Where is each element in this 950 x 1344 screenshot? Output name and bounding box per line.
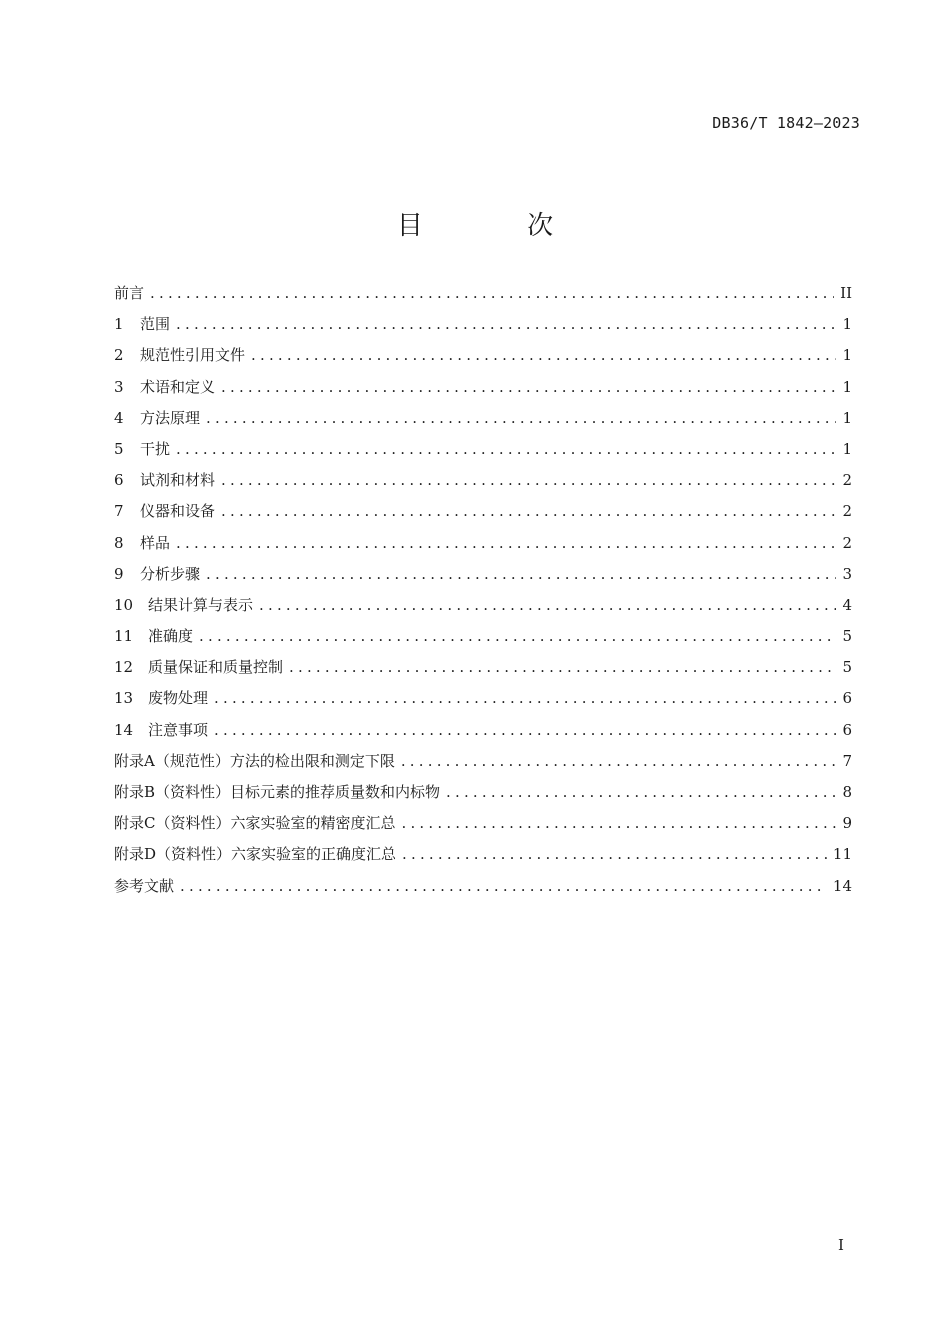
toc-entry-appendix-b[interactable] bbox=[114, 781, 852, 812]
toc-label: 注意事项 bbox=[148, 720, 209, 739]
toc-entry-1[interactable] bbox=[114, 313, 852, 344]
toc-page: II bbox=[840, 284, 852, 302]
toc-leader-dots bbox=[259, 596, 836, 614]
toc-label: 质量保证和质量控制 bbox=[148, 658, 284, 677]
toc-number: 6 bbox=[114, 471, 124, 490]
toc-page: 3 bbox=[842, 564, 852, 583]
toc-page: 7 bbox=[842, 751, 852, 770]
toc-label: 附录C（资料性）六家实验室的精密度汇总 bbox=[114, 814, 396, 833]
toc-entry-appendix-c[interactable] bbox=[114, 812, 852, 843]
toc-label: 方法原理 bbox=[140, 408, 201, 427]
toc-number: 3 bbox=[114, 377, 124, 396]
toc-page: 2 bbox=[842, 533, 852, 552]
toc-label: 准确度 bbox=[148, 627, 194, 646]
toc-entry-7[interactable] bbox=[114, 500, 852, 531]
toc-leader-dots bbox=[221, 502, 836, 520]
toc-label: 范围 bbox=[140, 315, 171, 334]
toc-leader-dots bbox=[214, 721, 836, 739]
toc-number: 2 bbox=[114, 346, 124, 365]
toc-number: 4 bbox=[114, 408, 124, 427]
toc-label: 术语和定义 bbox=[140, 377, 216, 396]
toc-page: 14 bbox=[832, 876, 852, 895]
toc-page: 6 bbox=[842, 689, 852, 708]
toc-label: 附录A（规范性）方法的检出限和测定下限 bbox=[114, 751, 395, 770]
toc-page: 1 bbox=[842, 408, 852, 427]
toc-leader-dots bbox=[150, 284, 834, 302]
toc-number: 8 bbox=[114, 533, 124, 552]
toc-entry-10[interactable] bbox=[114, 594, 852, 625]
toc-label: 废物处理 bbox=[148, 689, 209, 708]
toc-leader-dots bbox=[251, 346, 836, 364]
toc-label: 结果计算与表示 bbox=[148, 595, 254, 614]
toc-page: 5 bbox=[842, 658, 852, 677]
toc-label: 前言 bbox=[114, 284, 145, 302]
toc-number: 14 bbox=[114, 720, 134, 739]
toc-entry-9[interactable] bbox=[114, 563, 852, 594]
toc-leader-dots bbox=[402, 845, 827, 863]
toc-leader-dots bbox=[401, 814, 836, 832]
toc-label: 仪器和设备 bbox=[140, 502, 216, 521]
toc-entry-3[interactable] bbox=[114, 376, 852, 407]
toc-page: 8 bbox=[842, 783, 852, 801]
toc-entry-4[interactable] bbox=[114, 407, 852, 438]
toc-entry-6[interactable] bbox=[114, 469, 852, 500]
toc-entry-13[interactable] bbox=[114, 687, 852, 718]
page-number: I bbox=[838, 1236, 844, 1254]
toc-label: 附录D（资料性）六家实验室的正确度汇总 bbox=[114, 845, 397, 864]
toc-page: 1 bbox=[842, 439, 852, 458]
toc-number: 7 bbox=[114, 502, 124, 521]
toc-number: 13 bbox=[114, 689, 134, 708]
toc-label: 样品 bbox=[140, 533, 171, 552]
toc-page: 1 bbox=[842, 346, 852, 365]
toc-page: 5 bbox=[842, 627, 852, 646]
toc-entry-11[interactable] bbox=[114, 625, 852, 656]
toc-page: 6 bbox=[842, 720, 852, 739]
toc-label: 试剂和材料 bbox=[140, 471, 216, 490]
toc-leader-dots bbox=[176, 315, 836, 333]
toc-page: 2 bbox=[842, 471, 852, 490]
toc-entry-references[interactable] bbox=[114, 875, 852, 906]
toc-leader-dots bbox=[206, 565, 836, 583]
toc-label: 干扰 bbox=[140, 439, 171, 458]
toc-leader-dots bbox=[180, 877, 827, 895]
toc-leader-dots bbox=[446, 783, 836, 801]
toc-leader-dots bbox=[221, 471, 836, 489]
toc-entry-8[interactable] bbox=[114, 532, 852, 563]
toc-label: 分析步骤 bbox=[140, 564, 201, 583]
toc-number: 1 bbox=[114, 315, 124, 334]
toc-entry-2[interactable] bbox=[114, 344, 852, 375]
toc-entry-5[interactable] bbox=[114, 438, 852, 469]
toc-page: 9 bbox=[842, 814, 852, 833]
toc-leader-dots bbox=[176, 534, 836, 552]
toc-leader-dots bbox=[401, 752, 837, 770]
toc-label: 参考文献 bbox=[114, 876, 175, 895]
toc-label: 附录B（资料性）目标元素的推荐质量数和内标物 bbox=[114, 783, 441, 801]
toc-page: 1 bbox=[842, 377, 852, 396]
toc-leader-dots bbox=[214, 689, 836, 707]
toc-entry-14[interactable] bbox=[114, 719, 852, 750]
toc-page: 1 bbox=[842, 315, 852, 334]
toc-number: 12 bbox=[114, 658, 134, 677]
toc-page: 2 bbox=[842, 502, 852, 521]
toc-leader-dots bbox=[289, 658, 836, 676]
toc-leader-dots bbox=[199, 627, 836, 645]
toc-page: 4 bbox=[842, 595, 852, 614]
table-of-contents bbox=[114, 282, 852, 906]
toc-leader-dots bbox=[176, 440, 836, 458]
toc-label: 规范性引用文件 bbox=[140, 346, 246, 365]
toc-number: 9 bbox=[114, 564, 124, 583]
toc-leader-dots bbox=[206, 409, 836, 427]
toc-entry-appendix-a[interactable] bbox=[114, 750, 852, 781]
toc-entry-foreword[interactable] bbox=[114, 282, 852, 313]
toc-leader-dots bbox=[221, 378, 836, 396]
toc-number: 11 bbox=[114, 627, 134, 646]
standard-code: DB36/T 1842—2023 bbox=[712, 114, 860, 132]
toc-entry-appendix-d[interactable] bbox=[114, 843, 852, 874]
toc-number: 10 bbox=[114, 595, 134, 614]
toc-page: 11 bbox=[832, 845, 852, 864]
page-title: 目 次 bbox=[396, 211, 602, 241]
toc-entry-12[interactable] bbox=[114, 656, 852, 687]
toc-number: 5 bbox=[114, 439, 124, 458]
